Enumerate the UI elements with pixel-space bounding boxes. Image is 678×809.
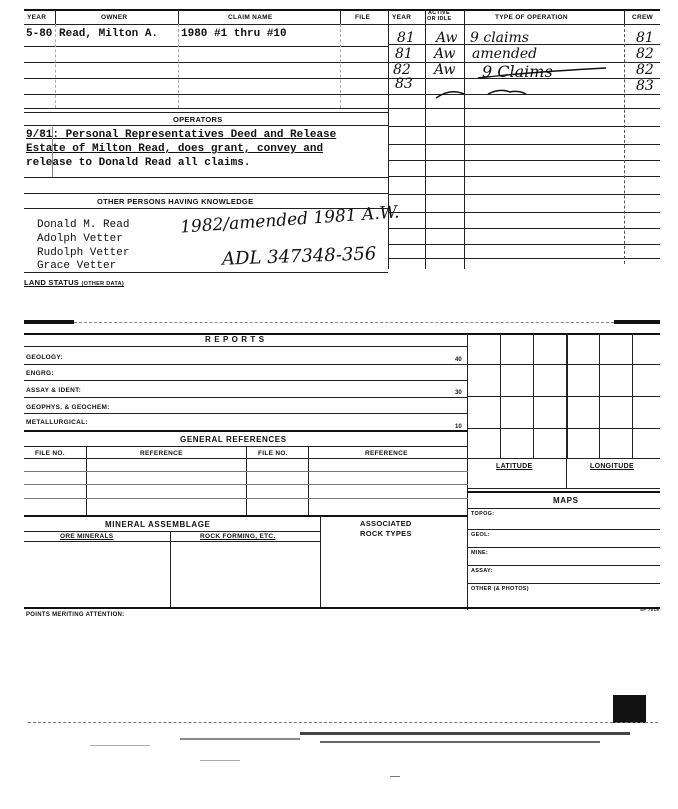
handwritten-adl-number: ADL 347348-356 <box>221 243 377 270</box>
activity-year-3: 82 <box>393 62 411 78</box>
handwritten-amended-note: 1982/amended 1981 A.W. <box>179 202 401 238</box>
activity-crew-1: 81 <box>636 30 654 46</box>
ore-minerals-label: ORE MINERALS <box>60 533 114 540</box>
ref-header-file-2: FILE NO. <box>258 450 288 457</box>
activity-year-4: 83 <box>395 76 413 92</box>
report-assay: ASSAY & IDENT: <box>26 387 82 394</box>
map-geol: GEOL: <box>471 532 490 538</box>
report-num-10: 10 <box>455 424 462 430</box>
report-metallurgical: METALLURGICAL: <box>26 419 88 426</box>
land-status-label <box>24 278 124 287</box>
activity-status-3: Aw <box>434 62 456 78</box>
associated-label-2: ROCK TYPES <box>360 529 412 538</box>
reports-title: R E P O R T S <box>205 335 265 344</box>
ref-header-file-1: FILE NO. <box>35 450 65 457</box>
report-engrg: ENGRG: <box>26 370 54 377</box>
scribble-marks <box>390 20 670 100</box>
person-2: Adolph Vetter <box>37 233 123 245</box>
owner-entry: 5-80 Read, Milton A. <box>26 28 159 40</box>
person-4: Grace Vetter <box>37 260 117 272</box>
land-status-title: LAND STATUS <box>24 278 80 287</box>
latitude-label: LATITUDE <box>496 463 533 470</box>
report-geology: GEOLOGY: <box>26 354 63 361</box>
associated-label-1: ASSOCIATED <box>360 519 412 528</box>
ref-header-reference-2: REFERENCE <box>365 450 408 457</box>
header-year-2: YEAR <box>392 14 412 21</box>
rock-forming-label: ROCK FORMING, ETC. <box>200 533 276 540</box>
maps-title: MAPS <box>553 496 579 505</box>
scan-edge-right <box>614 320 660 324</box>
operators-title: OPERATORS <box>173 115 223 124</box>
report-num-40: 40 <box>455 357 462 363</box>
header-year: YEAR <box>27 14 47 21</box>
header-file: FILE <box>355 14 371 21</box>
header-or-idle: OR IDLE <box>427 16 452 22</box>
map-mine: MINE: <box>471 550 489 556</box>
map-other: OTHER (& PHOTOS) <box>471 586 529 592</box>
operators-line-1: 9/81: Personal Representatives Deed and Release <box>26 129 337 141</box>
report-geophys: GEOPHYS. & GEOCHEM: <box>26 404 110 411</box>
other-persons-title: OTHER PERSONS HAVING KNOWLEDGE <box>97 197 254 206</box>
claim-name-entry: 1980 #1 thru #10 <box>181 28 287 40</box>
land-status-sub: (OTHER DATA) <box>81 281 124 287</box>
activity-operation-1: 9 claims <box>470 30 529 46</box>
header-type-of-operation: TYPE OF OPERATION <box>495 14 568 21</box>
header-crew: CREW <box>632 14 654 21</box>
map-topog: TOPOG: <box>471 511 495 517</box>
operators-line-2: Estate of Milton Read, does grant, convey and <box>26 143 324 155</box>
person-1: Donald M. Read <box>37 219 130 231</box>
scan-edge-left <box>24 320 74 324</box>
activity-crew-4: 83 <box>636 78 654 94</box>
report-num-30: 30 <box>455 390 462 396</box>
activity-status-1: Aw <box>436 30 458 46</box>
general-references-title: GENERAL REFERENCES <box>180 435 287 444</box>
activity-crew-3: 82 <box>636 62 654 78</box>
person-3: Rudolph Vetter <box>37 247 130 259</box>
activity-year-2: 81 <box>395 46 413 62</box>
points-meriting-attention: POINTS MERITING ATTENTION: <box>26 612 125 618</box>
header-active: ACTIVE <box>428 10 450 16</box>
activity-operation-2: amended <box>472 46 538 62</box>
operators-line-3: release to Donald Read all claims. <box>26 157 251 169</box>
header-owner: OWNER <box>101 14 128 21</box>
mineral-title: MINERAL ASSEMBLAGE <box>105 520 211 529</box>
map-assay: ASSAY: <box>471 568 493 574</box>
ref-header-reference-1: REFERENCE <box>140 450 183 457</box>
activity-year-1: 81 <box>397 30 415 46</box>
activity-crew-2: 82 <box>636 46 654 62</box>
activity-operation-3: 9 Claims <box>482 62 553 81</box>
activity-status-2: Aw <box>434 46 456 62</box>
longitude-label: LONGITUDE <box>590 463 634 470</box>
header-claim-name: CLAIM NAME <box>228 14 273 21</box>
form-code: SF 7019 <box>640 607 660 612</box>
